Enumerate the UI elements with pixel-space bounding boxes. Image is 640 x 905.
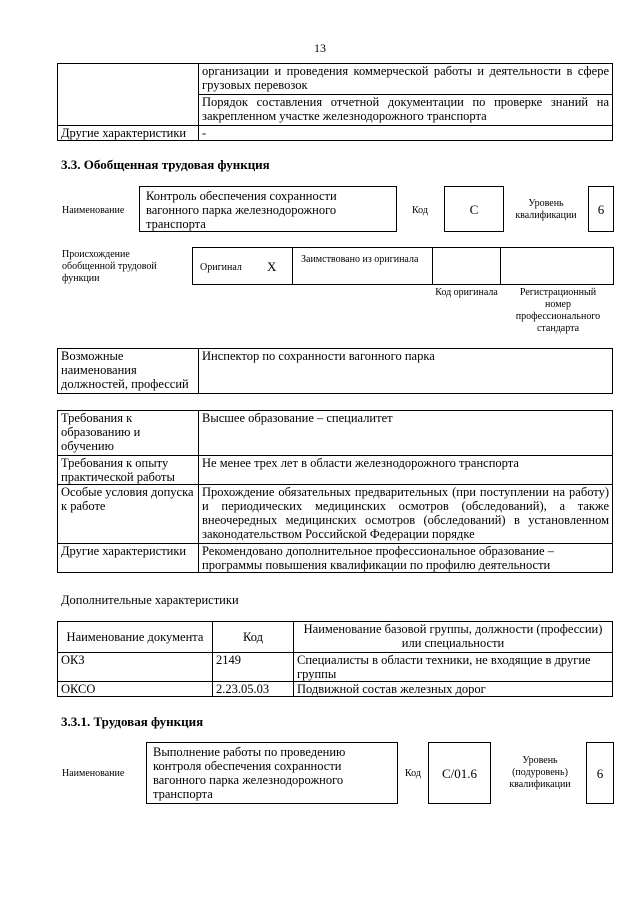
tf-name-value: Выполнение работы по проведению контроля обеспечения сохранности вагонного парка железнодорожного транспорта (146, 742, 398, 804)
okz-group: Специалисты в области техники, не входящие в другие группы (294, 653, 613, 682)
level-label: Уровень квалификации (515, 198, 577, 221)
req-education-label: Требования к образованию и обучению (58, 411, 199, 456)
positions-table (57, 348, 613, 394)
code-value: C (444, 186, 504, 232)
table-row (58, 456, 613, 485)
table-row (58, 682, 613, 697)
tf-level-value: 6 (586, 742, 614, 804)
req-conditions-value: Прохождение обязательных предварительных (при поступлении на работу) и периодических медицинских осмотров (обследований), а также внеочередных медицинских осмотров (обследований) в установленном законодательством Российской Федерации порядке (199, 485, 613, 544)
req-experience-label: Требования к опыту практической работы (58, 456, 199, 485)
original-mark: X (267, 259, 277, 274)
table-row (58, 544, 613, 573)
positions-value: Инспектор по сохранности вагонного парка (199, 349, 613, 394)
page-number: 13 (314, 41, 326, 55)
req-other-label: Другие характеристики (58, 544, 199, 573)
okz-doc: ОКЗ (58, 653, 213, 682)
tf-name-label: Наименование (62, 768, 125, 779)
top-row2-text: Порядок составления отчетной документации по проверке знаний на закрепленном участке железнодорожного транспорта (199, 95, 613, 126)
okso-group: Подвижной состав железных дорог (294, 682, 613, 697)
additional-header-code: Код (213, 622, 294, 653)
top-row1-text: организации и проведения коммерческой работы и деятельности в сфере грузовых перевозок (199, 64, 613, 95)
section-heading-3-3-1: 3.3.1. Трудовая функция (61, 714, 204, 729)
code-original-box (432, 247, 501, 285)
requirements-table (57, 410, 613, 573)
original-label: Оригинал (200, 262, 242, 273)
additional-table (57, 621, 613, 697)
okz-code: 2149 (213, 653, 294, 682)
code-original-label: Код оригинала (435, 287, 498, 298)
table-row (58, 485, 613, 544)
req-other-value: Рекомендовано дополнительное профессиональное образование – программы повышения квалификации по профилю деятельности (199, 544, 613, 573)
tf-code-label: Код (405, 768, 421, 779)
code-label: Код (412, 205, 428, 216)
additional-title: Дополнительные характеристики (61, 593, 239, 607)
origin-label: Происхождение обобщенной трудовой функции (62, 249, 157, 284)
okso-code: 2.23.05.03 (213, 682, 294, 697)
tf-code-value: C/01.6 (428, 742, 491, 804)
name-label: Наименование (62, 205, 125, 216)
req-education-value: Высшее образование – специалитет (199, 411, 613, 456)
positions-label: Возможные наименования должностей, профессий (58, 349, 199, 394)
top-table (57, 63, 613, 141)
top-row3-value: - (199, 126, 613, 141)
table-row (58, 411, 613, 456)
okso-doc: ОКСО (58, 682, 213, 697)
original-cell (192, 247, 293, 285)
table-row (58, 126, 613, 141)
section-heading-3-3: 3.3. Обобщенная трудовая функция (61, 157, 270, 172)
name-value: Контроль обеспечения сохранности вагонного парка железнодорожного транспорта (139, 186, 397, 232)
empty-label-cell (58, 64, 199, 126)
table-row (58, 349, 613, 394)
table-row (58, 622, 613, 653)
top-row3-label: Другие характеристики (58, 126, 199, 141)
tf-level-label: Уровень (подуровень) квалификации (509, 755, 571, 790)
reg-number-label: Регистрационный номер профессионального стандарта (515, 287, 601, 334)
req-experience-value: Не менее трех лет в области железнодорожного транспорта (199, 456, 613, 485)
additional-header-doc: Наименование документа (58, 622, 213, 653)
table-row (58, 653, 613, 682)
reg-number-box (500, 247, 614, 285)
borrowed-label: Заимствовано из оригинала (292, 247, 433, 285)
additional-header-group: Наименование базовой группы, должности (профессии) или специальности (294, 622, 613, 653)
level-value: 6 (588, 186, 614, 232)
req-conditions-label: Особые условия допуска к работе (58, 485, 199, 544)
table-row (58, 64, 613, 95)
